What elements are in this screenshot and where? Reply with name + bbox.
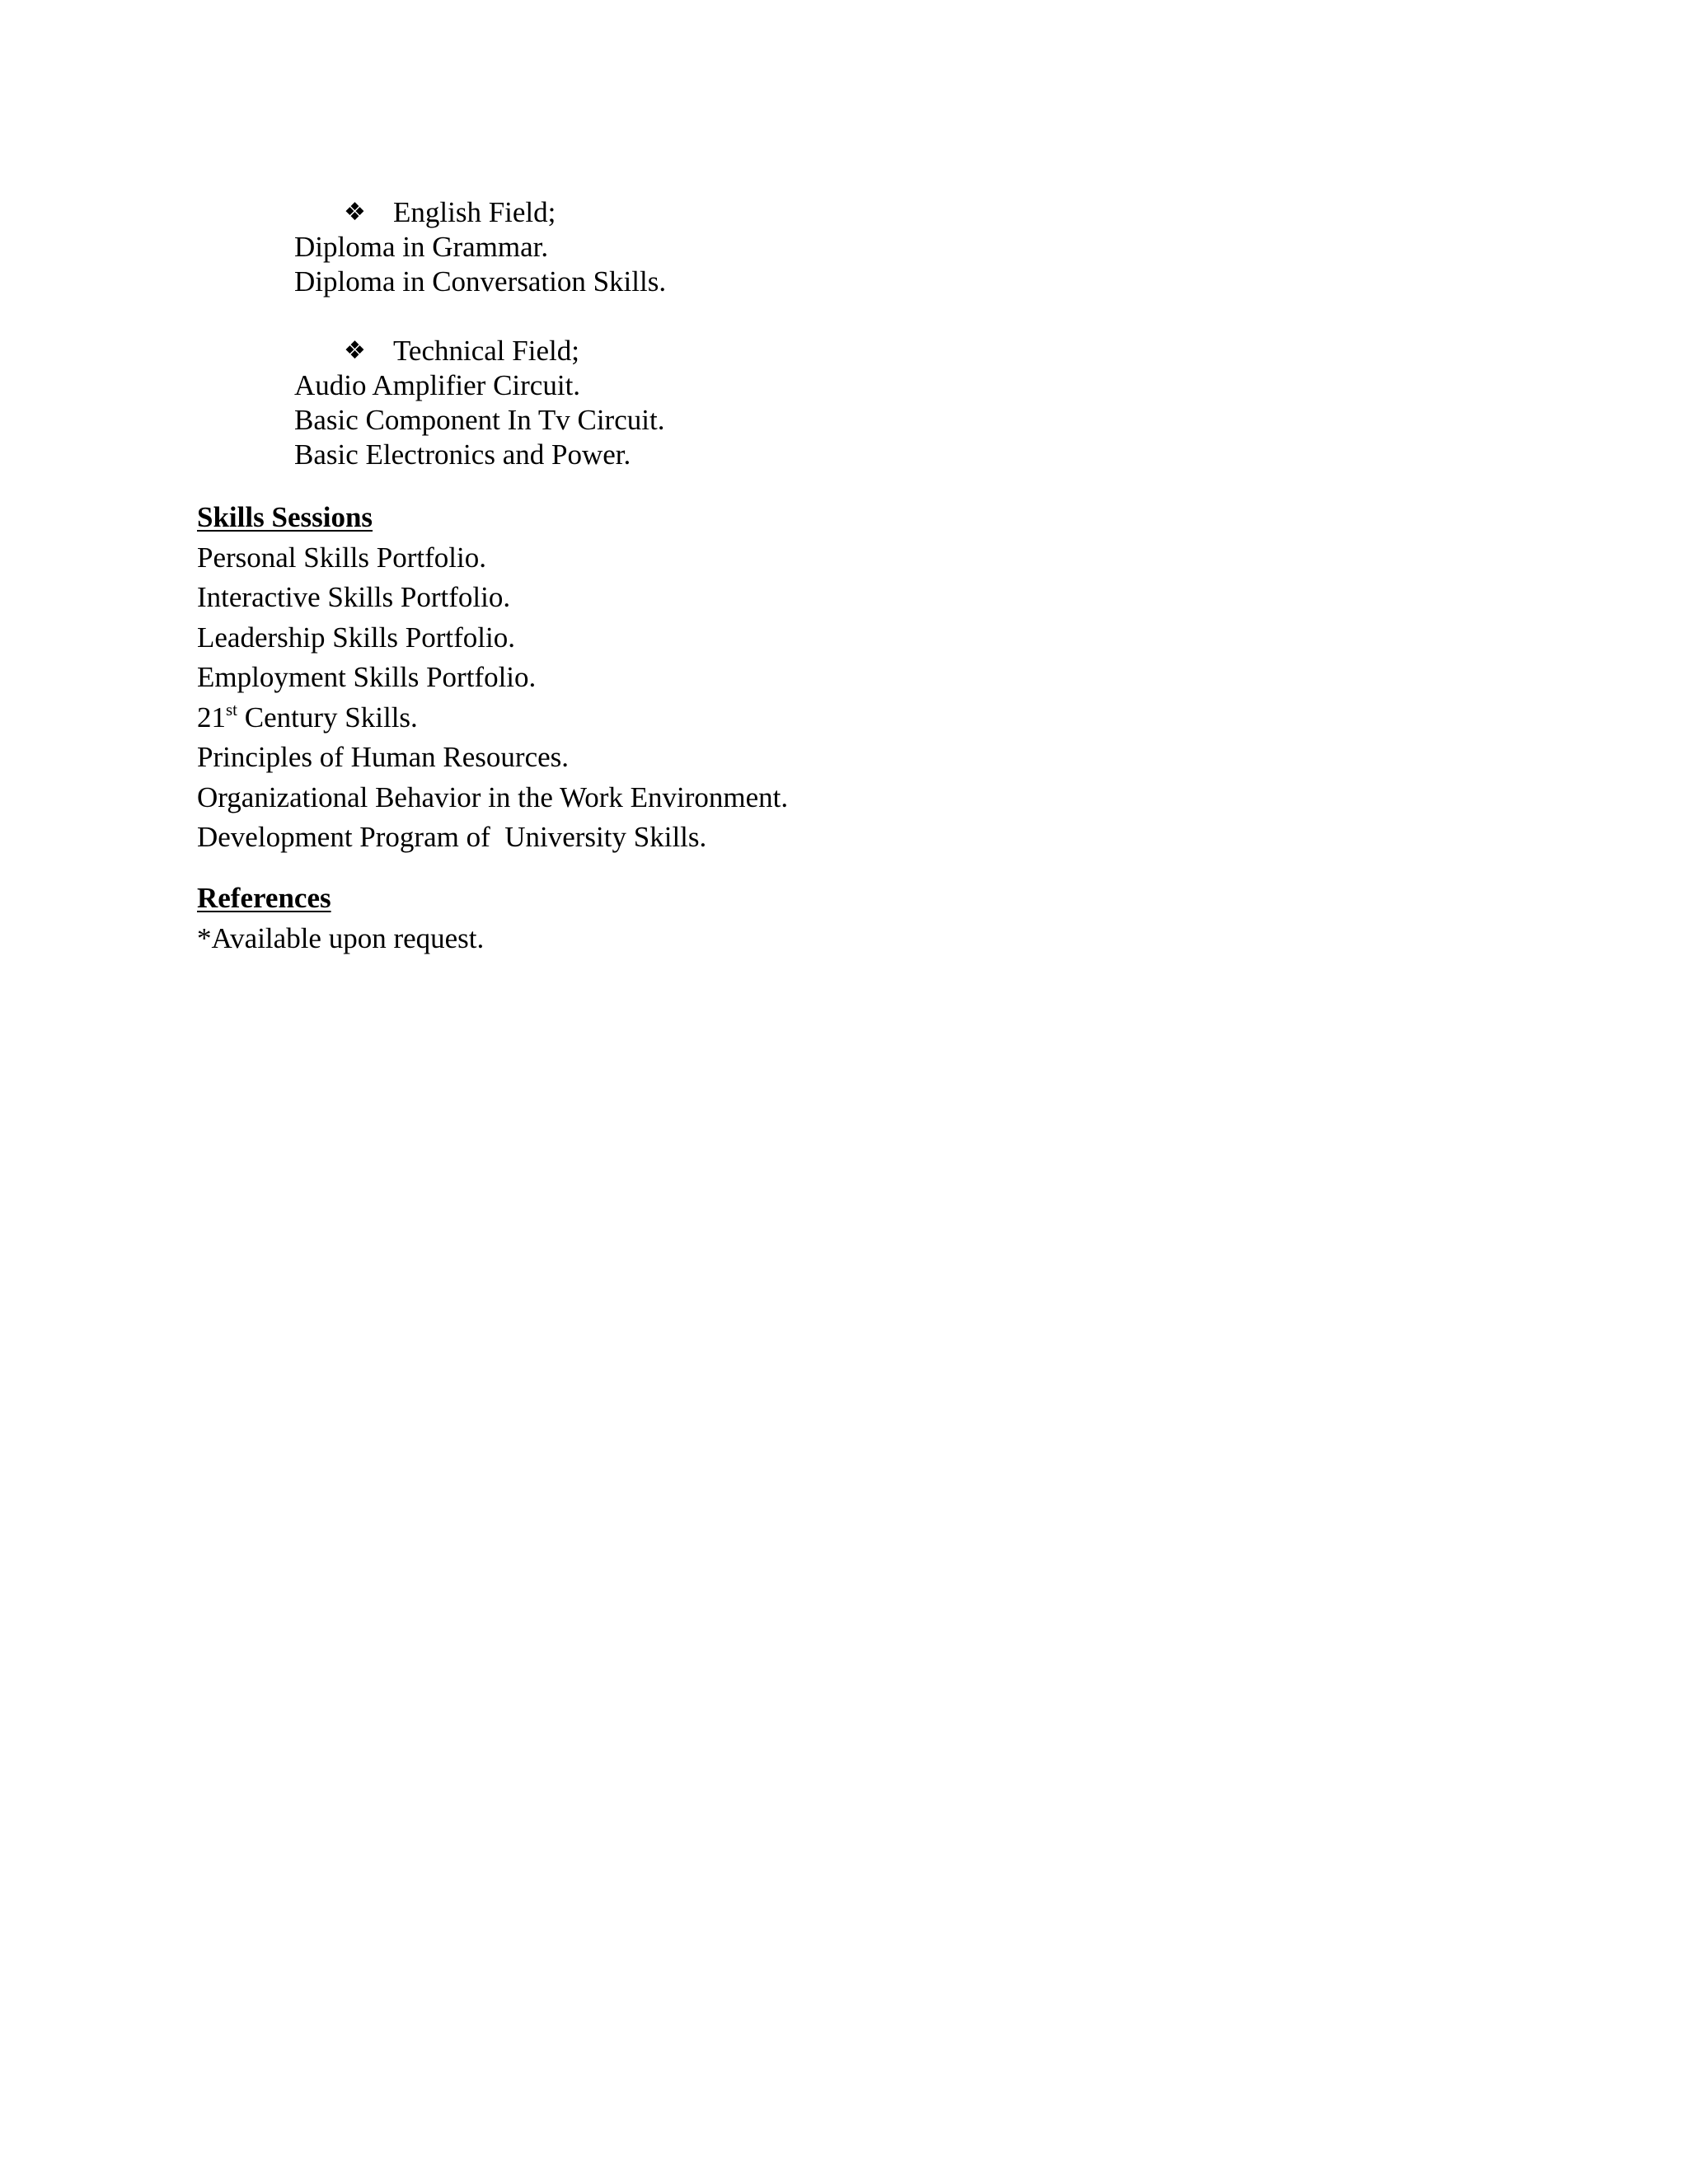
skills-item: Organizational Behavior in the Work Environment. [197, 780, 789, 813]
english-field-heading [294, 195, 666, 230]
diamond-bullet-icon: ❖ [344, 198, 366, 227]
references-title: References [197, 882, 331, 914]
skills-item: Personal Skills Portfolio. [197, 541, 486, 574]
english-field-heading-text: English Field; [393, 196, 556, 228]
technical-field-block [294, 334, 664, 472]
skills-item: Principles of Human Resources. [197, 741, 570, 773]
english-field-block [294, 195, 666, 299]
skills-sessions-title: Skills Sessions [197, 501, 373, 533]
skills-item: Leadership Skills Portfolio. [197, 621, 515, 654]
skills-item: Employment Skills Portfolio. [197, 661, 537, 693]
century-number: 21 [197, 701, 226, 733]
century-rest: Century Skills. [237, 701, 418, 733]
references-section [197, 879, 484, 958]
skills-item: Interactive Skills Portfolio. [197, 581, 511, 613]
skills-sessions-section [197, 498, 788, 858]
technical-field-item: Basic Component In Tv Circuit. [294, 404, 665, 436]
references-text: *Available upon request. [197, 921, 485, 954]
english-field-item: Diploma in Grammar. [294, 231, 549, 263]
skills-item: Development Program of University Skills. [197, 821, 707, 853]
english-field-item: Diploma in Conversation Skills. [294, 265, 667, 298]
technical-field-heading-text: Technical Field; [393, 335, 579, 367]
diamond-bullet-icon: ❖ [344, 336, 366, 365]
technical-field-item: Audio Amplifier Circuit. [294, 369, 581, 401]
technical-field-item: Basic Electronics and Power. [294, 438, 631, 471]
skills-item-century [197, 698, 788, 738]
technical-field-heading [294, 334, 664, 368]
century-superscript: st [226, 699, 238, 719]
